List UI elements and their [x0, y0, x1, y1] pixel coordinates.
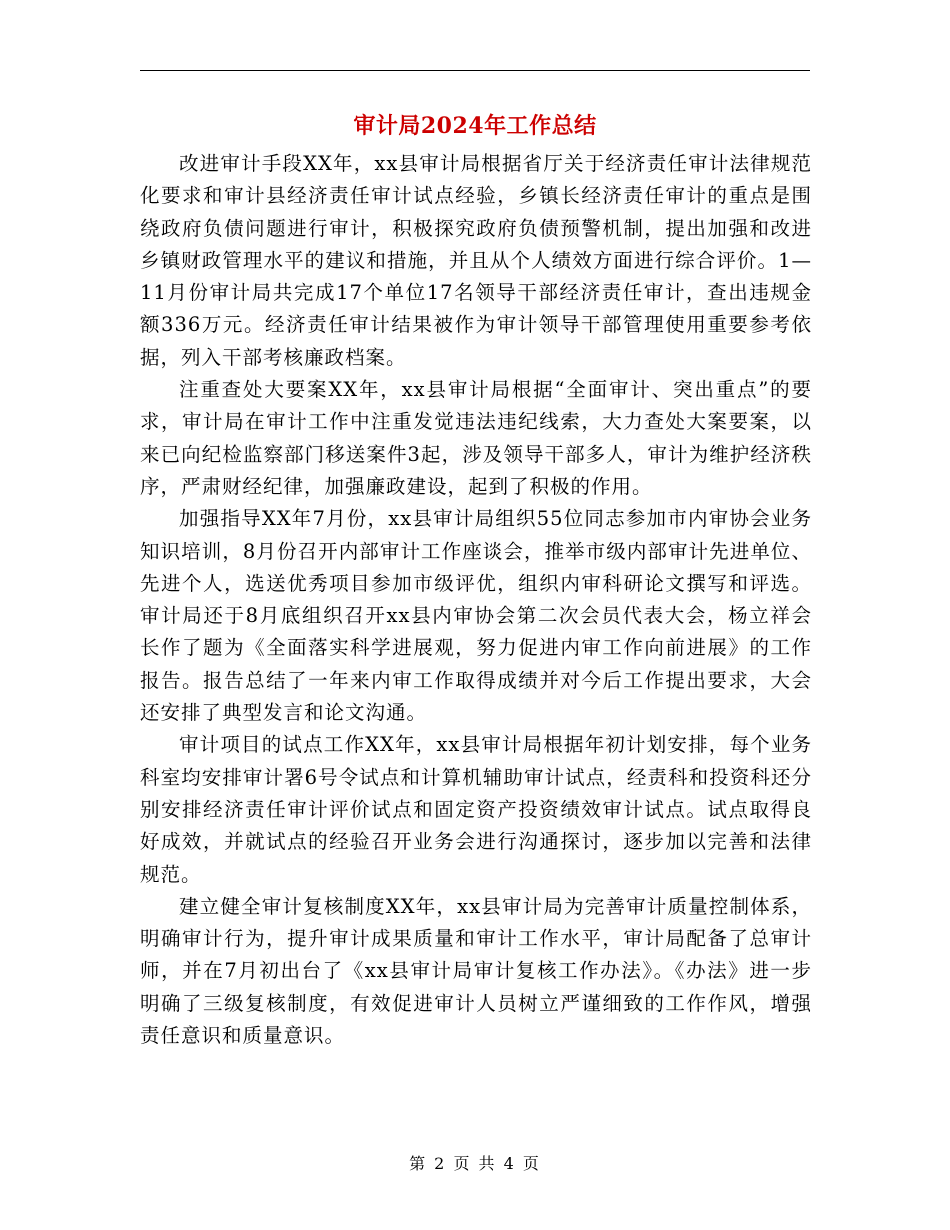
document-body [140, 148, 812, 1052]
paragraph-review-system: 建立健全审计复核制度XX年，xx县审计局为完善审计质量控制体系，明确审计行为，提升审计成果质量和审计工作水平，审计局配备了总审计师，并在7月初出台了《xx县审计局审计复核工作办法》。《办法》进一步明确了三级复核制度，有效促进审计人员树立严谨细致的工作作风，增强责任意识和质量意识。 [140, 894, 812, 1048]
paragraph-major-cases: 注重查处大要案XX年，xx县审计局根据“全面审计、突出重点”的要求，审计局在审计工作中注重发觉违法违纪线索，大力查处大案要案，以来已向纪检监察部门移送案件3起，涉及领导干部多人，审计为维护经济秩序，严肃财经纪律，加强廉政建设，起到了积极的作用。 [140, 378, 812, 498]
paragraph-guidance: 加强指导XX年7月份，xx县审计局组织55位同志参加市内审协会业务知识培训，8月份召开内部审计工作座谈会，推举市级内部审计先进单位、先进个人，选送优秀项目参加市级评优，组织内审科研论文撰写和评选。审计局还于8月底组织召开xx县内审协会第二次会员代表大会，杨立祥会长作了题为《全面落实科学进展观，努力促进内审工作向前进展》的工作报告。报告总结了一年来内审工作取得成绩并对今后工作提出要求，大会还安排了典型发言和论文沟通。 [140, 507, 812, 725]
page-number-footer: 第 2 页 共 4 页 [409, 1154, 541, 1173]
paragraph-pilot-projects: 审计项目的试点工作XX年，xx县审计局根据年初计划安排，每个业务科室均安排审计署6号令试点和计算机辅助审计试点，经责科和投资科还分别安排经济责任审计评价试点和固定资产投资绩效审计试点。试点取得良好成效，并就试点的经验召开业务会进行沟通探讨，逐步加以完善和法律规范。 [140, 733, 812, 886]
document-title: 审计局2024年工作总结 [353, 113, 597, 139]
header-rule [140, 70, 810, 71]
paragraph-audit-methods: 改进审计手段XX年，xx县审计局根据省厅关于经济责任审计法律规范化要求和审计县经济责任审计试点经验，乡镇长经济责任审计的重点是围绕政府负债问题进行审计，积极探究政府负债预警机制，提出加强和改进乡镇财政管理水平的建议和措施，并且从个人绩效方面进行综合评价。1—11月份审计局共完成17个单位17名领导干部经济责任审计，查出违规金额336万元。经济责任审计结果被作为审计领导干部管理使用重要参考依据，列入干部考核廉政档案。 [140, 152, 812, 369]
